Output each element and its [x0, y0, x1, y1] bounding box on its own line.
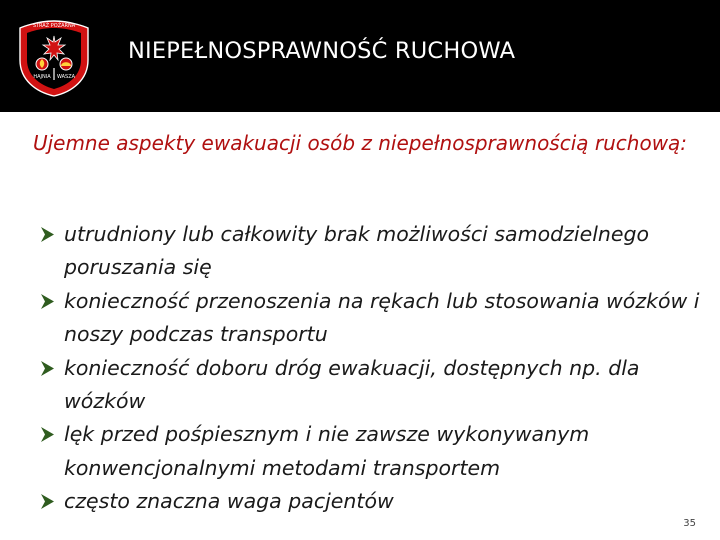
header-bar	[0, 0, 720, 112]
arrow-bullet-icon	[40, 418, 64, 451]
arrow-bullet-icon	[40, 218, 64, 251]
bullet-item	[22, 352, 712, 419]
bullet-list	[22, 218, 712, 519]
bullet-text: utrudniony lub całkowity brak możliwości samodzielnego poruszania się	[64, 222, 650, 280]
page-number: 35	[683, 518, 696, 529]
bullet-text: lęk przed pośpiesznym i nie zawsze wykonywanym konwencjonalnymi metodami transportem	[64, 422, 590, 480]
bullet-text: konieczność przenoszenia na rękach lub stosowania wózków i noszy podczas transportu	[64, 288, 700, 347]
arrow-bullet-icon	[40, 352, 64, 385]
arrow-bullet-icon	[40, 485, 64, 518]
bullet-item	[22, 485, 712, 518]
bullet-item	[22, 218, 712, 285]
bullet-item	[22, 285, 712, 352]
bullet-item	[22, 418, 712, 485]
logo-bottom-right-text: WASZA	[56, 74, 76, 80]
fire-brigade-logo	[14, 18, 94, 98]
bullet-text: często znaczna waga pacjentów	[64, 489, 394, 514]
bullet-text: konieczność doboru dróg ewakuacji, dostępnych np. dla wózków	[64, 355, 640, 414]
logo-top-text: STRAŻ POŻARNA	[32, 23, 76, 29]
logo-bottom-left-text: HAJNIA	[33, 74, 51, 80]
slide-subtitle: Ujemne aspekty ewakuacji osób z niepełnosprawnością ruchową:	[32, 131, 688, 155]
arrow-bullet-icon	[40, 285, 64, 318]
slide-title: NIEPEŁNOSPRAWNOŚĆ RUCHOWA	[128, 38, 516, 64]
